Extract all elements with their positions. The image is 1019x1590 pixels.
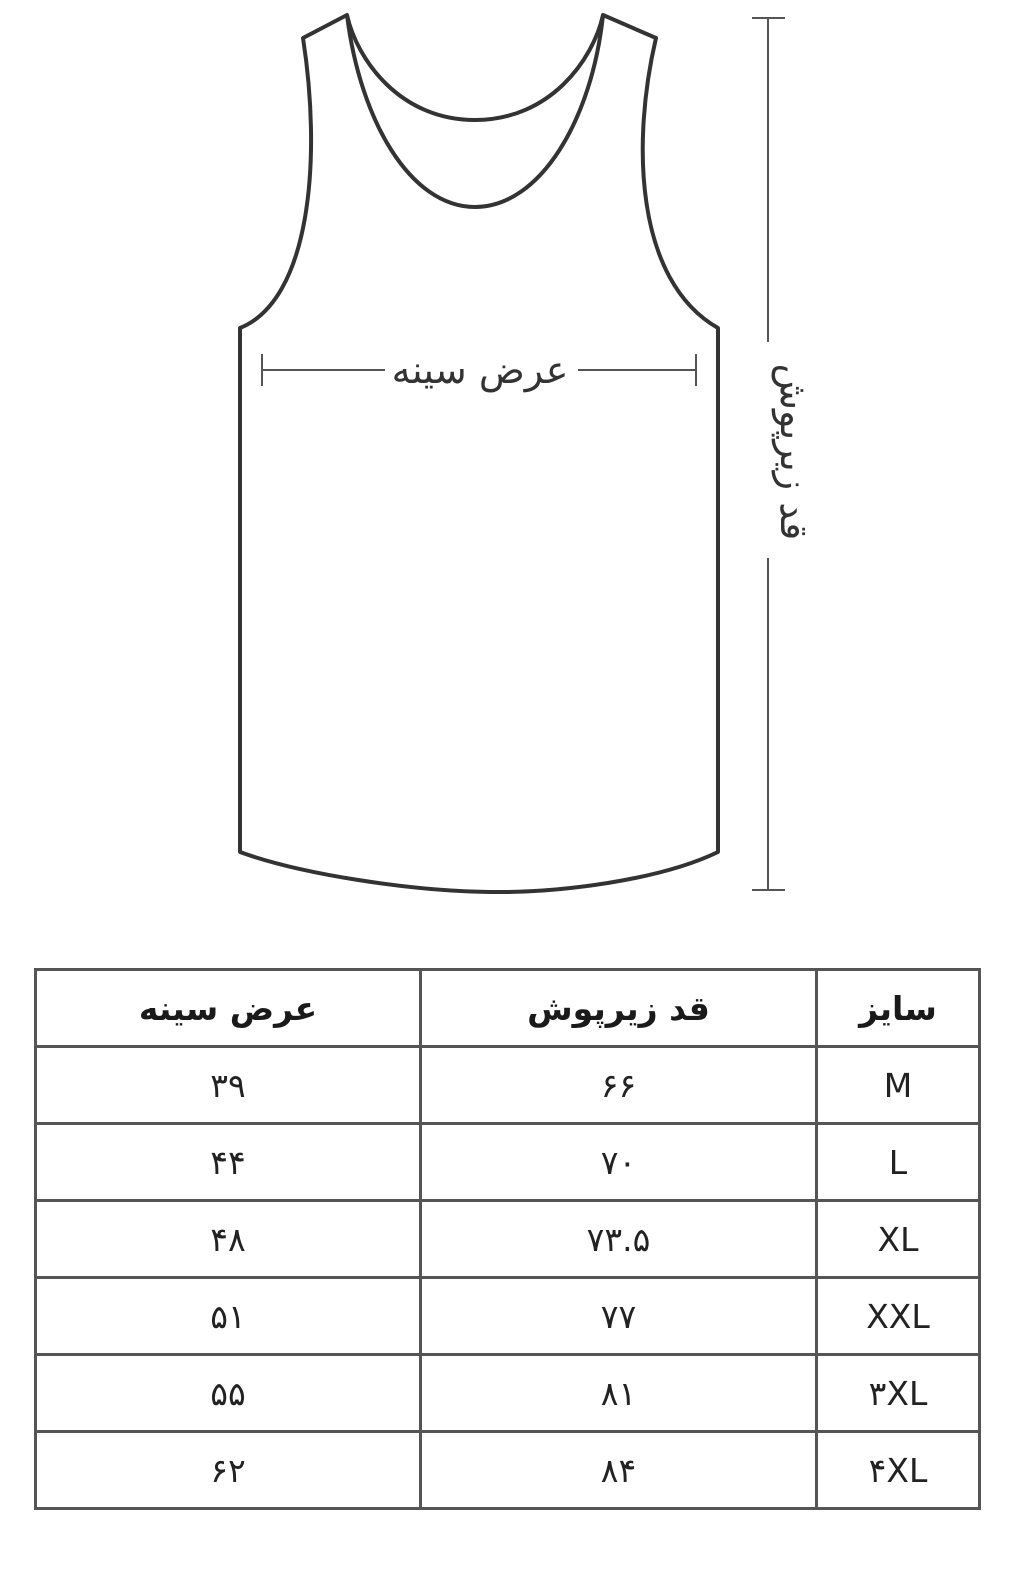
- cell-chest: ۴۸: [36, 1201, 421, 1278]
- size-table: [34, 968, 981, 1510]
- table-row: [36, 1201, 980, 1278]
- table-header-row: [36, 970, 980, 1047]
- length-label: قد زیرپوش: [772, 363, 816, 541]
- cell-chest: ۴۴: [36, 1124, 421, 1201]
- cell-length: ۸۱: [421, 1355, 817, 1432]
- cell-chest: ۶۲: [36, 1432, 421, 1509]
- cell-length: ۶۶: [421, 1047, 817, 1124]
- cell-chest: ۳۹: [36, 1047, 421, 1124]
- table-row: [36, 1278, 980, 1355]
- table-row: [36, 1432, 980, 1509]
- table-row: [36, 1355, 980, 1432]
- tank-top-outline: [240, 15, 718, 892]
- chest-width-label: عرض سینه: [391, 348, 569, 392]
- cell-size: XXL: [817, 1278, 980, 1355]
- header-length: قد زیرپوش: [421, 970, 817, 1047]
- cell-size: ۴XL: [817, 1432, 980, 1509]
- cell-chest: ۵۱: [36, 1278, 421, 1355]
- cell-length: ۷۰: [421, 1124, 817, 1201]
- length-dimension: [752, 18, 816, 890]
- cell-length: ۸۴: [421, 1432, 817, 1509]
- cell-chest: ۵۵: [36, 1355, 421, 1432]
- cell-length: ۷۷: [421, 1278, 817, 1355]
- header-chest: عرض سینه: [36, 970, 421, 1047]
- cell-size: M: [817, 1047, 980, 1124]
- cell-size: ۳XL: [817, 1355, 980, 1432]
- cell-size: XL: [817, 1201, 980, 1278]
- cell-size: L: [817, 1124, 980, 1201]
- table-row: [36, 1124, 980, 1201]
- table-row: [36, 1047, 980, 1124]
- cell-length: ۷۳.۵: [421, 1201, 817, 1278]
- header-size: سایز: [817, 970, 980, 1047]
